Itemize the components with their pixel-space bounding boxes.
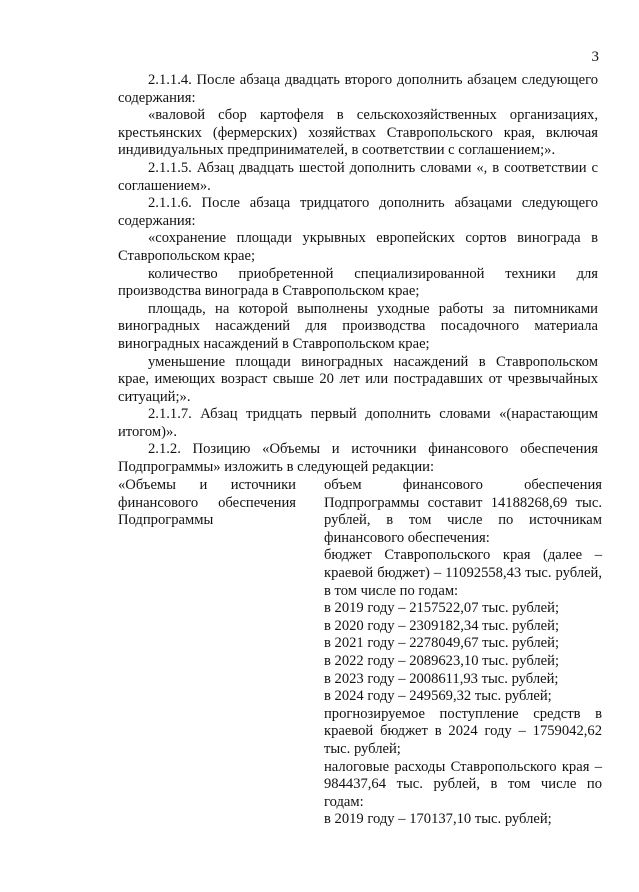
table-line: объем финансового обеспечения Подпрограммы составит 14188268,69 тыс. рублей, в том числе по источникам финансового обеспечения:	[324, 477, 602, 546]
table-line: в 2023 году – 2008611,93 тыс. рублей;	[324, 670, 559, 687]
paragraph: 2.1.1.7. Абзац тридцать первый дополнить словами «(нарастающим итогом)».	[118, 406, 598, 440]
paragraph: количество приобретенной специализированной техники для производства винограда в Ставропольском крае;	[118, 265, 598, 300]
paragraph: 2.1.1.5. Абзац двадцать шестой дополнить словами «, в соответствии с соглашением».	[118, 159, 598, 194]
table-line: бюджет Ставропольского края (далее – краевой бюджет) – 11092558,43 тыс. рублей, в том числе по годам:	[324, 547, 602, 599]
table-line: налоговые расходы Ставропольского края – 984437,64 тыс. рублей, в том числе по годам:	[324, 758, 602, 810]
table-line: в 2021 году – 2278049,67 тыс. рублей;	[324, 635, 560, 652]
document-body	[118, 72, 598, 477]
table-value-cell	[324, 477, 602, 829]
paragraph: «валовой сбор картофеля в сельскохозяйственных организациях, крестьянских (фермерских) хозяйствах Ставропольского края, включая индивидуальных предпринимателей, в соответствии с соглашением;».	[118, 107, 598, 159]
table-line: в 2020 году – 2309182,34 тыс. рублей;	[324, 617, 560, 634]
table-label-cell	[118, 477, 296, 530]
paragraph: уменьшение площади виноградных насаждений в Ставропольском крае, имеющих возраст свыше 20 лет или пострадавших от чрезвычайных ситуаций;».	[118, 353, 598, 405]
page-number: 3	[591, 49, 599, 65]
paragraph: «сохранение площади укрывных европейских сортов винограда в Ставропольском крае;	[118, 230, 598, 264]
paragraph: 2.1.1.4. После абзаца двадцать второго дополнить абзацем следующего содержания:	[118, 72, 598, 106]
table-line: в 2022 году – 2089623,10 тыс. рублей;	[324, 652, 560, 669]
paragraph: 2.1.2. Позицию «Объемы и источники финансового обеспечения Подпрограммы» изложить в следующей редакции:	[118, 441, 598, 476]
paragraph: площадь, на которой выполнены уходные работы за питомниками виноградных насаждений для производства посадочного материала виноградных насаждений в Ставропольском крае;	[118, 300, 598, 352]
table-line: в 2024 году – 249569,32 тыс. рублей;	[324, 688, 552, 705]
table-line: прогнозируемое поступление средств в краевой бюджет в 2024 году – 1759042,62 тыс. рублей;	[324, 705, 602, 757]
table-line: в 2019 году – 2157522,07 тыс. рублей;	[324, 600, 560, 617]
table-label: «Объемы и источники финансового обеспечения Подпрограммы	[118, 477, 296, 529]
paragraph: 2.1.1.6. После абзаца тридцатого дополнить абзацами следующего содержания:	[118, 195, 598, 229]
table-line: в 2019 году – 170137,10 тыс. рублей;	[324, 811, 552, 828]
